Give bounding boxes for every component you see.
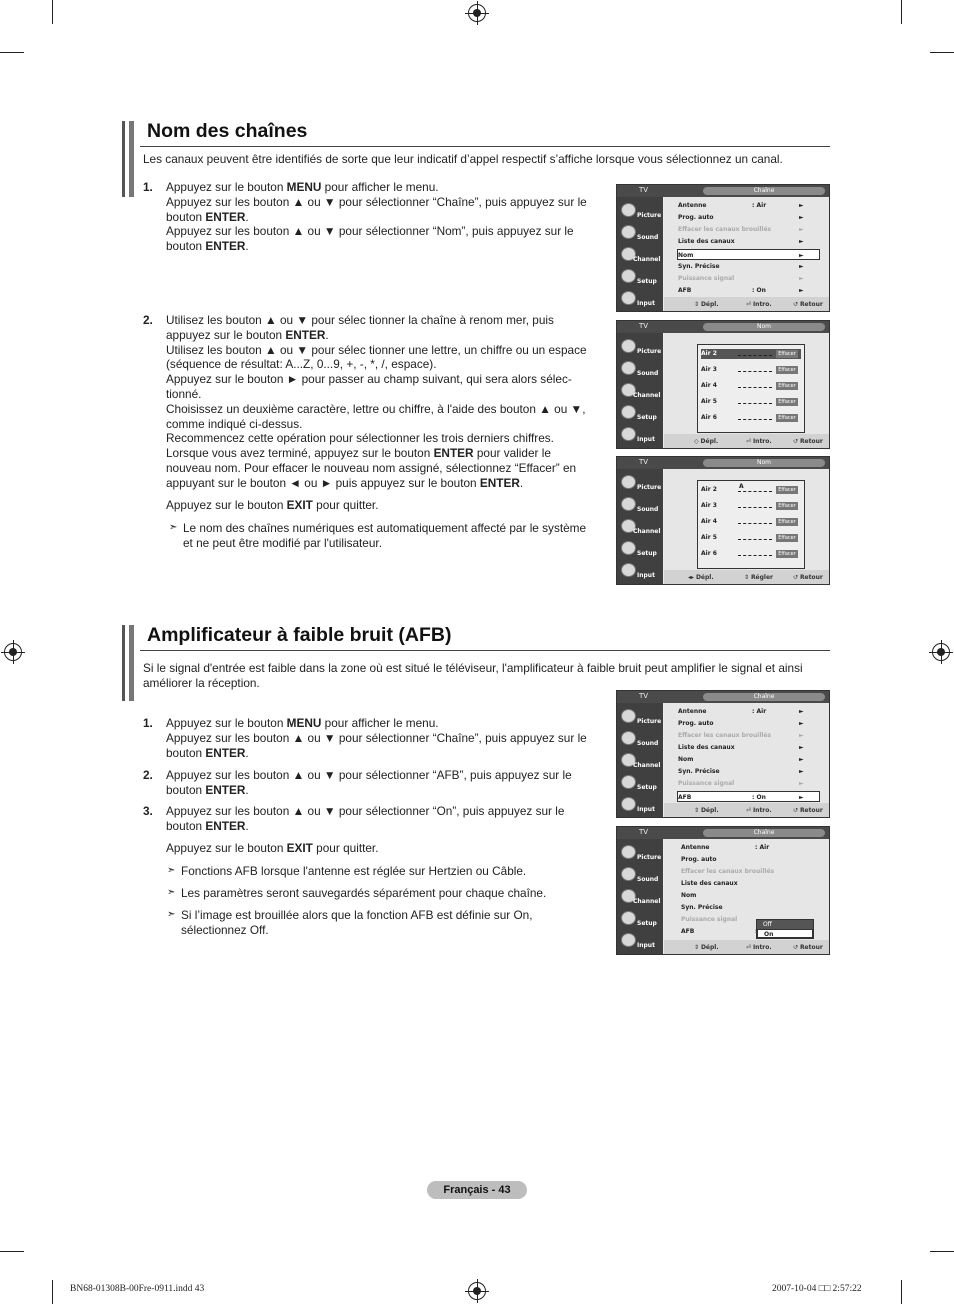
crop-mark xyxy=(901,0,902,24)
step-line: Appuyez sur le bouton MENU pour afficher le menu. xyxy=(166,180,439,194)
slug-right: 2007-10-04 □□ 2:57:22 xyxy=(772,1284,862,1294)
tv-screen-nom-edit: TV Nom Picture Sound Channel Setup Input Air 2 A Effacer Air 3 Effacer Air 4 Effacer Air 5 Effacer Air 6 Effacer ◂▸ Dépl. ⇕ Régler ↺ Retour xyxy=(616,456,830,585)
setup-icon xyxy=(621,775,636,789)
step-line: Appuyez sur les bouton ▲ ou ▼ pour sélectionner “Nom”, puis appuyez sur le bouton ENTER. xyxy=(166,224,574,254)
crop-mark xyxy=(901,1280,902,1304)
crop-mark xyxy=(0,52,24,53)
step-3: 3. Appuyez sur les bouton ▲ ou ▼ pour sélectionner “On”, puis appuyez sur le bouton ENTER. Appuyez sur le bouton EXIT pour quitter. xyxy=(143,804,565,855)
section-bar xyxy=(129,625,134,701)
tv-screen-nom-list: TV Nom Picture Sound Channel Setup Input Air 2 Effacer Air 3 Effacer Air 4 Effacer Air 5 Effacer Air 6 Effacer ◇ Dépl. ⏎ Intro. ↺ Retour xyxy=(616,320,830,449)
section-rule xyxy=(140,650,830,651)
step-1: 1. Appuyez sur le bouton MENU pour afficher le menu. Appuyez sur les bouton ▲ ou ▼ pour sélectionner “Chaîne”, puis appuyez sur le bouton ENTER. xyxy=(143,716,587,760)
option-on[interactable]: On xyxy=(757,929,813,938)
registration-mark-icon xyxy=(468,4,486,22)
step-2 xyxy=(143,313,598,512)
picture-icon xyxy=(621,709,636,723)
setup-icon xyxy=(621,405,636,419)
sound-icon xyxy=(621,361,636,375)
registration-mark-icon xyxy=(932,643,950,661)
input-icon xyxy=(621,933,636,947)
section-title: Nom des chaînes xyxy=(147,120,308,142)
section-intro: Les canaux peuvent être identifiés de sorte que leur indicatif d’appel respectif s’affiche lorsque vous sélectionnez un canal. xyxy=(143,152,783,166)
crop-mark xyxy=(930,52,954,53)
sound-icon xyxy=(621,867,636,881)
setup-icon xyxy=(621,911,636,925)
tv-screen-chaine-nom: TV Chaîne Picture Sound Channel Setup Input Antenne : Air ► Prog. auto ► Effacer les canaux brouillés ► Liste des canaux ► Nom ► Syn. Précise ► Puissance signal ► AFB : On ► ⇕ Dépl. ⏎ Intro. ↺ Retour xyxy=(616,184,830,312)
option-off[interactable]: Off xyxy=(757,920,813,929)
step-number: 1. xyxy=(143,180,153,194)
section-bar xyxy=(122,121,125,197)
note-arrow-icon: ➣ xyxy=(169,522,178,533)
crop-mark xyxy=(930,1251,954,1252)
char-cursor: A xyxy=(739,483,744,490)
note: ➣ Les paramètres seront sauvegardés séparément pour chaque chaîne. xyxy=(167,886,547,900)
setup-icon xyxy=(621,541,636,555)
input-icon xyxy=(621,563,636,577)
picture-icon xyxy=(621,475,636,489)
note-arrow-icon: ➣ xyxy=(167,865,176,876)
picture-icon xyxy=(621,203,636,217)
page-number: Français - 43 xyxy=(427,1181,527,1199)
note: ➣ Le nom des chaînes numériques est automatiquement affecté par le système et ne peut être modifié par l'utilisateur. xyxy=(169,521,587,550)
sound-icon xyxy=(621,225,636,239)
note: ➣ Fonctions AFB lorsque l'antenne est réglée sur Hertzien ou Câble. xyxy=(167,864,527,878)
step-1 xyxy=(143,180,598,254)
sound-icon xyxy=(621,731,636,745)
section-rule xyxy=(140,146,830,147)
input-icon xyxy=(621,797,636,811)
tv-screen-afb-popup: TV Chaîne Picture Sound Channel Setup Input Antenne : Air Prog. auto Effacer les canaux brouillés Liste des canaux Nom Syn. Précise Puissance signal AFB Off On ⇕ Dépl. ⏎ Intro. ↺ Retour xyxy=(616,826,830,955)
note-arrow-icon: ➣ xyxy=(167,909,176,920)
picture-icon xyxy=(621,339,636,353)
crop-mark xyxy=(52,1280,53,1304)
setup-icon xyxy=(621,269,636,283)
section-intro: Si le signal d'entrée est faible dans la zone où est situé le téléviseur, l'amplificateur à faible bruit peut amplifier le signal et ainsi améliorer la réception. xyxy=(143,661,803,690)
crop-mark xyxy=(52,0,53,24)
registration-mark-icon xyxy=(468,1282,486,1300)
picture-icon xyxy=(621,845,636,859)
step-line: Choisissez un deuxième caractère, lettre ou chiffre, à l'aide des bouton ▲ ou ▼, comme indiqué ci-dessus. xyxy=(166,401,586,431)
tv-screen-chaine-afb: TV Chaîne Picture Sound Channel Setup Input Antenne : Air ► Prog. auto ► Effacer les canaux brouillés ► Liste des canaux ► Nom ► Syn. Précise ► Puissance signal ► AFB : On ► ⇕ Dépl. ⏎ Intro. ↺ Retour xyxy=(616,690,830,818)
input-icon xyxy=(621,427,636,441)
slug-left: BN68-01308B-00Fre-0911.indd 43 xyxy=(70,1284,205,1294)
afb-option-popup[interactable] xyxy=(756,919,814,939)
step-line: Utilisez les bouton ▲ ou ▼ pour sélec tionner la chaîne à renom mer, puis appuyez sur le bouton ENTER. xyxy=(166,313,554,342)
input-icon xyxy=(621,291,636,305)
step-line: Utilisez les bouton ▲ ou ▼ pour sélec tionner une lettre, un chiffre ou un espace (séquence de résultat: A...Z, 0...9, +, -, *, /, espace). xyxy=(166,342,587,372)
step-line: Appuyez sur les bouton ▲ ou ▼ pour sélectionner “Chaîne”, puis appuyez sur le bouton ENTER. xyxy=(166,194,587,224)
step-line: Appuyez sur le bouton EXIT pour quitter. xyxy=(166,497,379,512)
step-line: Recommencez cette opération pour sélectionner les trois derniers chiffres. xyxy=(166,431,554,446)
crop-mark xyxy=(0,1251,24,1252)
sound-icon xyxy=(621,497,636,511)
note-arrow-icon: ➣ xyxy=(167,887,176,898)
section-bar xyxy=(122,625,125,701)
section-title: Amplificateur à faible bruit (AFB) xyxy=(147,624,452,646)
step-line: Appuyez sur le bouton ► pour passer au champ suivant, qui sera alors sélec-tionné. xyxy=(166,372,572,401)
step-line: Lorsque vous avez terminé, appuyez sur le bouton ENTER pour valider le nouveau nom. Pour effacer le nouveau nom assigné, sélectionnez “Effacer” en appuyant sur le bouton ◄ ou ► puis appuyez sur le bouton ENTER. xyxy=(166,446,577,490)
step-number: 2. xyxy=(143,313,153,327)
step-2: 2. Appuyez sur les bouton ▲ ou ▼ pour sélectionner “AFB”, puis appuyez sur le bouton ENTER. xyxy=(143,768,572,797)
section-bar xyxy=(129,121,134,197)
registration-mark-icon xyxy=(4,643,22,661)
note: ➣ Si l’image est brouillée alors que la fonction AFB est définie sur On, sélectionnez Off. xyxy=(167,908,533,937)
